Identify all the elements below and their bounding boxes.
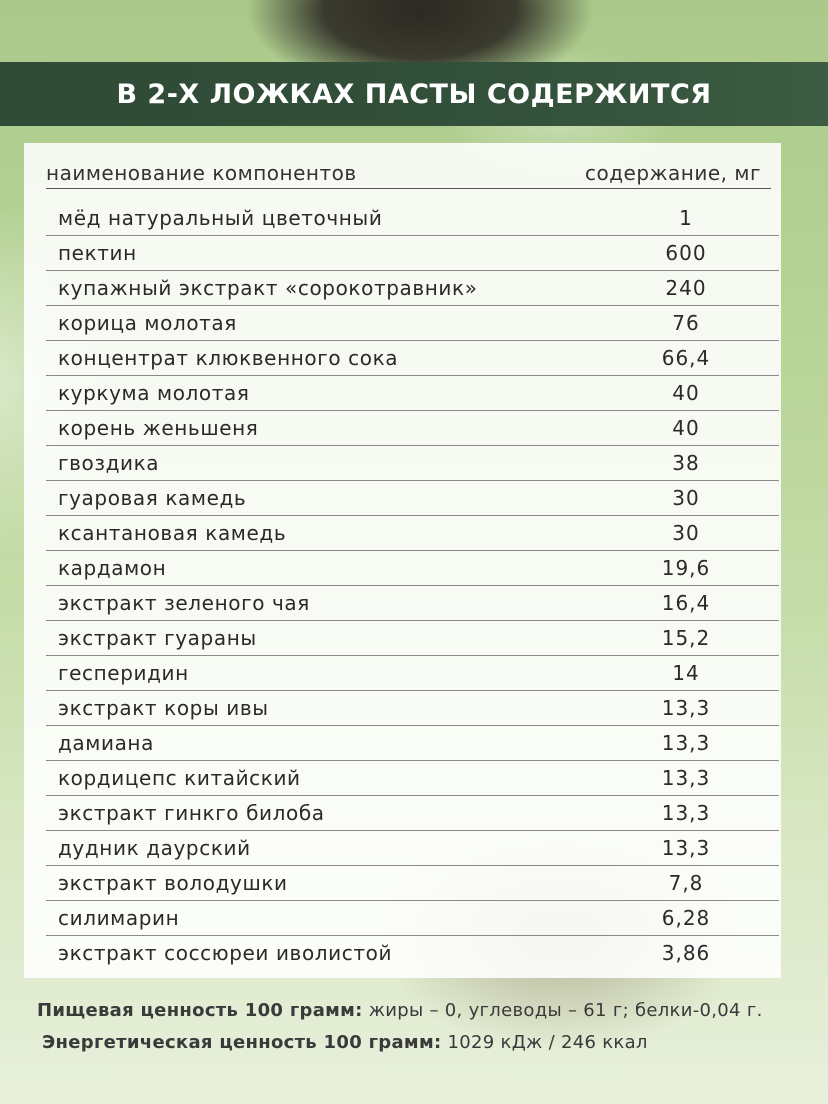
component-amount: 13,3 xyxy=(661,766,711,790)
table-row xyxy=(46,901,779,936)
nutrition-values: жиры – 0, углеводы – 61 г; белки-0,04 г. xyxy=(362,1000,763,1021)
component-name: экстракт володушки xyxy=(58,871,288,895)
table-row xyxy=(46,656,779,691)
component-amount: 14 xyxy=(672,661,700,685)
table-row xyxy=(46,866,779,901)
component-amount: 240 xyxy=(665,276,707,300)
component-name: гесперидин xyxy=(58,661,189,685)
component-name: дудник даурский xyxy=(58,836,251,860)
component-name: корень женьшеня xyxy=(58,416,259,440)
nutrition-label: Пищевая ценность 100 грамм: xyxy=(37,1000,363,1021)
component-name: дамиана xyxy=(58,731,154,755)
table-row xyxy=(46,516,779,551)
component-amount: 7,8 xyxy=(668,871,704,895)
component-name: куркума молотая xyxy=(58,381,250,405)
table-row xyxy=(46,201,779,236)
table-row xyxy=(46,796,779,831)
table-row xyxy=(46,481,779,516)
nutrition-value-line xyxy=(37,1000,763,1021)
component-amount: 15,2 xyxy=(661,626,711,650)
component-name: гвоздика xyxy=(58,451,160,475)
component-amount: 66,4 xyxy=(661,346,711,370)
component-name: кордицепс китайский xyxy=(58,766,301,790)
component-name: экстракт коры ивы xyxy=(58,696,269,720)
energy-values: 1029 кДж / 246 ккал xyxy=(441,1032,648,1053)
component-amount: 13,3 xyxy=(661,696,711,720)
table-row xyxy=(46,761,779,796)
component-name: экстракт гуараны xyxy=(58,626,257,650)
component-name: экстракт зеленого чая xyxy=(58,591,310,615)
table-row xyxy=(46,551,779,586)
table-row xyxy=(46,376,779,411)
component-amount: 40 xyxy=(672,381,700,405)
page-title: В 2-Х ЛОЖКАХ ПАСТЫ СОДЕРЖИТСЯ xyxy=(116,78,712,110)
component-amount: 30 xyxy=(672,486,700,510)
component-amount: 16,4 xyxy=(661,591,711,615)
table-header xyxy=(46,158,771,189)
component-name: мёд натуральный цветочный xyxy=(58,206,383,230)
component-name: купажный экстракт «сорокотравник» xyxy=(58,276,478,300)
energy-label: Энергетическая ценность 100 грамм: xyxy=(42,1032,442,1053)
component-name: корица молотая xyxy=(58,311,237,335)
component-name: экстракт гинкго билоба xyxy=(58,801,325,825)
component-amount: 13,3 xyxy=(661,836,711,860)
component-amount: 3,86 xyxy=(661,941,711,965)
component-amount: 600 xyxy=(665,241,707,265)
table-row xyxy=(46,726,779,761)
component-amount: 40 xyxy=(672,416,700,440)
component-name: гуаровая камедь xyxy=(58,486,247,510)
component-name: силимарин xyxy=(58,906,180,930)
table-row xyxy=(46,341,779,376)
table-row xyxy=(46,446,779,481)
table-row xyxy=(46,306,779,341)
table-row xyxy=(46,586,779,621)
component-name: экстракт соссюреи иволистой xyxy=(58,941,393,965)
table-row xyxy=(46,236,779,271)
component-amount: 38 xyxy=(672,451,700,475)
component-amount: 19,6 xyxy=(661,556,711,580)
header-content-mg: содержание, мг xyxy=(584,161,761,185)
table-row xyxy=(46,936,779,970)
component-amount: 13,3 xyxy=(661,801,711,825)
component-amount: 30 xyxy=(672,521,700,545)
component-name: ксантановая камедь xyxy=(58,521,287,545)
table-row xyxy=(46,621,779,656)
table-row xyxy=(46,271,779,306)
table-row xyxy=(46,831,779,866)
component-amount: 1 xyxy=(679,206,693,230)
component-name: кардамон xyxy=(58,556,167,580)
component-amount: 6,28 xyxy=(661,906,711,930)
energy-value-line xyxy=(42,1032,648,1053)
component-name: концентрат клюквенного сока xyxy=(58,346,399,370)
title-banner xyxy=(0,62,828,126)
header-component-name: наименование компонентов xyxy=(46,161,357,185)
composition-table xyxy=(24,143,781,978)
component-amount: 13,3 xyxy=(661,731,711,755)
table-row xyxy=(46,411,779,446)
component-amount: 76 xyxy=(672,311,700,335)
table-body xyxy=(46,201,779,970)
component-name: пектин xyxy=(58,241,137,265)
table-row xyxy=(46,691,779,726)
